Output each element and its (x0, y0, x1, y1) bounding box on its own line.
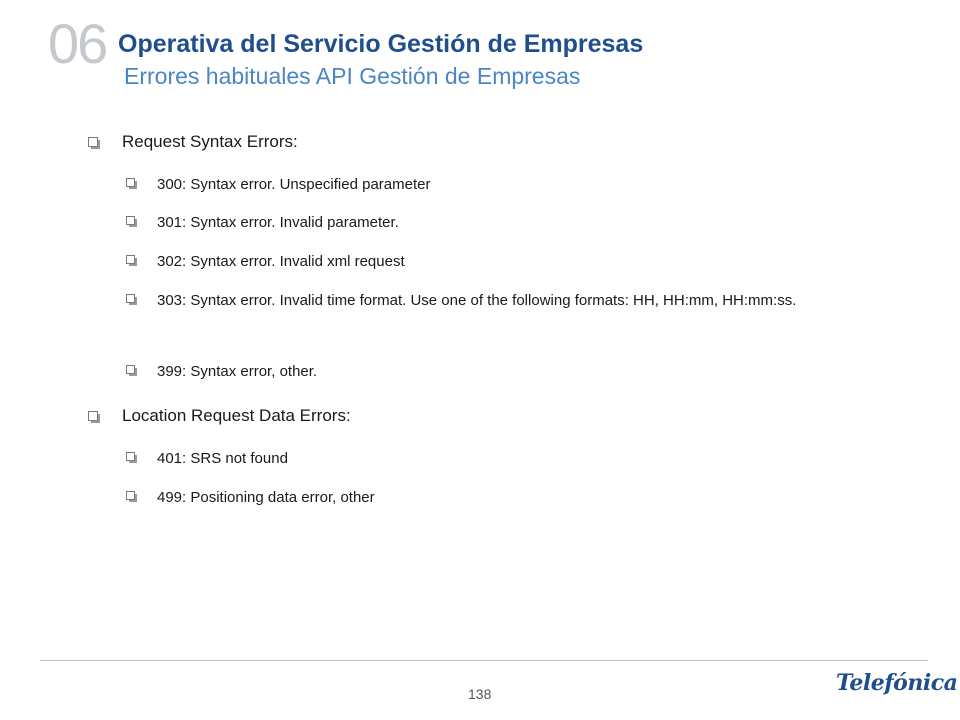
list-item-302 (126, 250, 405, 273)
list-item-499 (126, 486, 375, 509)
square-bullet-icon (126, 365, 135, 374)
list-item-label: 301: Syntax error. Invalid parameter. (157, 214, 399, 231)
square-bullet-icon (126, 178, 135, 187)
square-bullet-icon (88, 137, 98, 147)
square-bullet-icon (126, 216, 135, 225)
list-item-label: 300: Syntax error. Unspecified parameter (157, 176, 431, 193)
square-bullet-icon (126, 452, 135, 461)
square-bullet-icon (126, 491, 135, 500)
telefonica-logo: Telefónica (836, 670, 958, 696)
list-item-label: 401: SRS not found (157, 450, 288, 467)
section-number: 06 (48, 12, 107, 75)
list-item-300 (126, 173, 430, 196)
bullet-heading-request-syntax (88, 132, 298, 152)
list-item-301 (126, 211, 399, 234)
square-bullet-icon (88, 411, 98, 421)
list-item-label: 499: Positioning data error, other (157, 489, 375, 506)
page-subtitle: Errores habituales API Gestión de Empresas (124, 63, 581, 89)
heading-label: Location Request Data Errors: (122, 406, 351, 425)
heading-label: Request Syntax Errors: (122, 132, 298, 151)
list-item-401 (126, 447, 288, 470)
page-title: Operativa del Servicio Gestión de Empresas (118, 30, 644, 58)
page-number: 138 (468, 686, 492, 702)
square-bullet-icon (126, 294, 135, 303)
list-item-label: 302: Syntax error. Invalid xml request (157, 253, 405, 270)
footer-divider (40, 660, 928, 661)
square-bullet-icon (126, 255, 135, 264)
bullet-heading-location-request (88, 406, 351, 426)
list-item-399 (126, 360, 317, 383)
list-item-label: 303: Syntax error. Invalid time format. Use one of the following formats: HH, HH:mm, HH:mm:ss. (157, 292, 797, 309)
list-item-303 (126, 289, 902, 312)
list-item-label: 399: Syntax error, other. (157, 363, 318, 380)
